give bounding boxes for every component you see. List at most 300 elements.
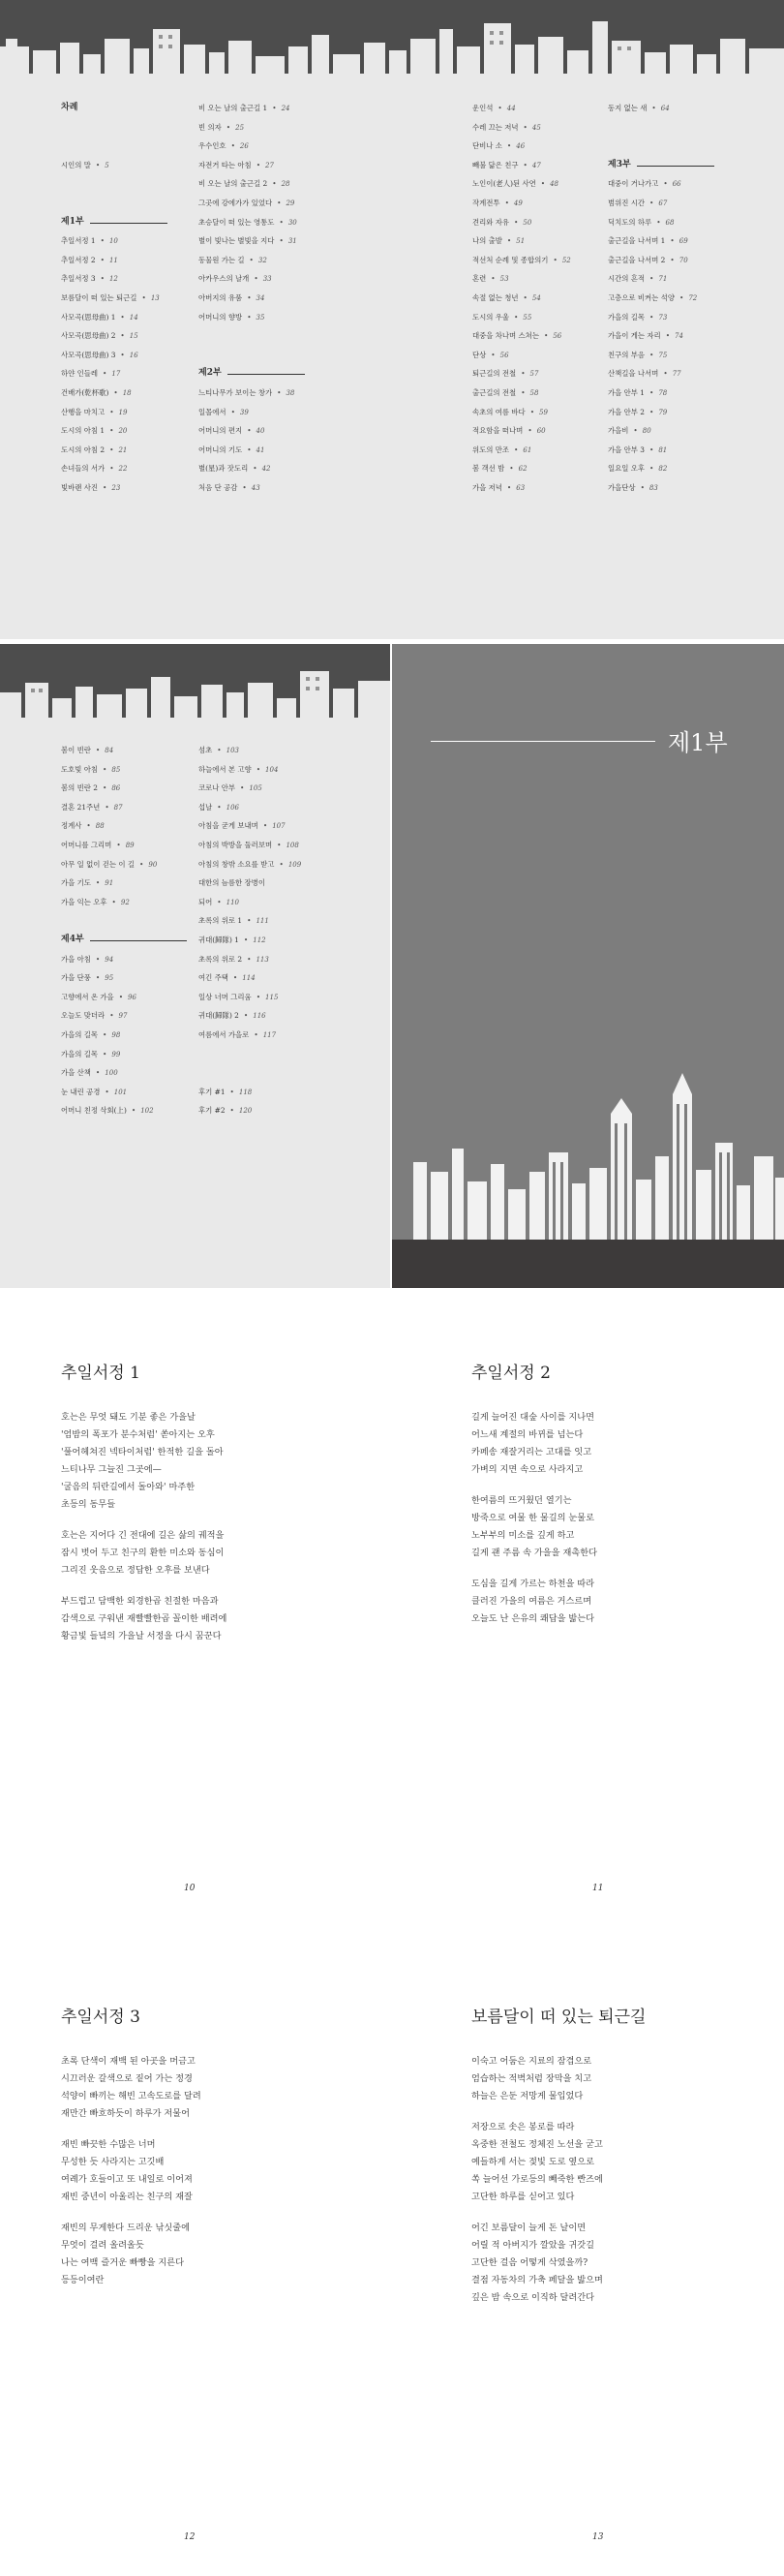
- toc-entry-title: 귀대(歸隊) 2: [198, 1011, 239, 1021]
- toc-spread-2: [0, 644, 392, 1288]
- toc-entry-page: 92: [120, 898, 130, 906]
- toc-entry[interactable]: [61, 403, 160, 422]
- toc-column-4: [608, 99, 697, 497]
- poem-line: 초록 단색이 재백 된 아곳을 머금고: [61, 2056, 196, 2067]
- part-title-rule: [431, 741, 655, 742]
- toc-dot: •: [247, 916, 252, 926]
- toc-dot: •: [272, 104, 277, 112]
- toc-entry-page: 97: [118, 1012, 128, 1021]
- toc-entry-title: 퇴근길의 전철: [472, 369, 517, 379]
- toc-entry[interactable]: [608, 194, 697, 213]
- toc-dot: •: [514, 445, 519, 454]
- part-title: 제1부: [668, 729, 728, 756]
- toc-dot: •: [105, 802, 109, 812]
- toc-entry[interactable]: [198, 798, 301, 817]
- toc-entry[interactable]: [608, 174, 697, 194]
- toc-dot: •: [116, 840, 121, 849]
- toc-entry[interactable]: [198, 893, 301, 912]
- toc-entry[interactable]: [472, 251, 571, 270]
- toc-entry-title: 별이 빛나는 별빛을 지다: [198, 236, 275, 246]
- toc-entry[interactable]: [472, 459, 571, 478]
- toc-entry[interactable]: [61, 346, 160, 365]
- toc-entry[interactable]: [198, 968, 301, 988]
- toc-dot: •: [649, 312, 654, 322]
- toc-entry-page: 43: [251, 483, 260, 492]
- toc-entry-page: 5: [105, 161, 109, 169]
- toc-dot: •: [103, 1049, 107, 1058]
- toc-entry-page: 38: [286, 388, 295, 397]
- toc-entry-title: 사모곡(思母曲) 1: [61, 312, 116, 322]
- toc-dot: •: [277, 840, 282, 849]
- toc-entry-page: 46: [516, 142, 526, 151]
- toc-entry[interactable]: [472, 478, 571, 498]
- toc-entry-title: 도시의 아침 2: [61, 445, 106, 454]
- toc-entry[interactable]: [61, 421, 160, 441]
- poem-line: 호는은 무엇 돼도 기분 좋은 가을날: [61, 1412, 196, 1423]
- toc-entry[interactable]: [61, 779, 157, 798]
- toc-entry[interactable]: [61, 308, 160, 327]
- toc-dot: •: [103, 1029, 107, 1039]
- toc-entry[interactable]: [472, 441, 571, 460]
- toc-dot: •: [95, 746, 101, 754]
- toc-entry[interactable]: [472, 326, 571, 346]
- toc-entry-page: 16: [129, 351, 138, 359]
- toc-entry-title: 아무 일 없이 걷는 이 길: [61, 859, 136, 869]
- toc-entry-page: 105: [249, 784, 262, 793]
- toc-entry[interactable]: [198, 308, 297, 327]
- toc-entry[interactable]: [198, 931, 301, 950]
- toc-dot: •: [247, 312, 252, 322]
- toc-dot: •: [506, 482, 512, 492]
- toc-entry-page: 17: [111, 370, 121, 379]
- toc-entry[interactable]: [198, 213, 297, 232]
- poem-line: 고단한 하루를 싣어고 있다: [471, 2192, 575, 2202]
- toc-entry-title: 가을 저녁: [472, 482, 502, 492]
- toc-dot: •: [109, 1011, 114, 1021]
- toc-entry[interactable]: [61, 968, 157, 988]
- toc-entry-title: 정계사: [61, 821, 82, 831]
- toc-column-2: [198, 741, 301, 1120]
- toc-dot: •: [105, 1087, 109, 1096]
- toc-entry-title: 아버지의 유품: [198, 292, 243, 302]
- toc-entry[interactable]: [61, 478, 160, 498]
- toc-entry-title: 어머니를 그리며: [61, 840, 112, 849]
- toc-entry[interactable]: [608, 213, 697, 232]
- toc-entry[interactable]: [472, 99, 571, 118]
- poem-line: 길게 괜 주름 속 가을을 재촉한다: [471, 1548, 597, 1558]
- toc-entry-title: 도시의 아침 1: [61, 426, 106, 436]
- toc-entry-title: 노인이(老人)된 사연: [472, 179, 536, 189]
- poem-stanza: [471, 1492, 597, 1562]
- toc-entry-page: 44: [506, 105, 516, 112]
- toc-entry-page: 20: [118, 427, 128, 436]
- toc-entry[interactable]: [472, 289, 571, 308]
- toc-entry-page: 107: [272, 822, 286, 831]
- toc-entry[interactable]: [472, 194, 571, 213]
- toc-entry[interactable]: [61, 231, 160, 251]
- toc-entry[interactable]: [61, 798, 157, 817]
- toc-entry[interactable]: [198, 421, 297, 441]
- toc-dot: •: [678, 292, 684, 302]
- poem-stanza: [61, 1527, 226, 1579]
- toc-entry-title: 섬초: [198, 746, 213, 754]
- toc-entry[interactable]: [608, 251, 697, 270]
- toc-entry-title: 대중을 차나며 스쳐는: [472, 331, 539, 341]
- toc-entry-page: 77: [672, 370, 681, 379]
- toc-entry-title: 시간의 흔적: [608, 274, 646, 284]
- toc-entry-page: 70: [678, 256, 688, 264]
- toc-entry-title: 아침의 박방을 둘러보며: [198, 840, 273, 849]
- toc-entry[interactable]: [61, 1045, 157, 1064]
- toc-entry[interactable]: [198, 441, 297, 460]
- toc-dot: •: [141, 292, 146, 302]
- toc-dot: •: [648, 387, 654, 397]
- toc-dot: •: [230, 407, 235, 416]
- toc-entry-title: 고층으로 비켜는 석양: [608, 292, 675, 302]
- toc-entry-title: 보름달이 떠 있는 퇴근길: [61, 292, 137, 302]
- toc-entry[interactable]: [198, 741, 301, 760]
- toc-entry-title: 단상: [472, 350, 487, 359]
- toc-entry-page: 40: [256, 427, 265, 436]
- poem-line: 어긴 보름달이 늘게 돈 날이면: [471, 2223, 587, 2233]
- toc-entry-title: 별(星)과 잣도리: [198, 464, 249, 474]
- toc-entry-page: 120: [238, 1107, 253, 1116]
- poem-line: 도심을 길게 가르는 하천을 따라: [471, 1579, 595, 1589]
- toc-entry[interactable]: [61, 441, 160, 460]
- poem-line: 이숙고 어둠은 지료의 잠겹으로: [471, 2056, 592, 2067]
- poem-stanza: [471, 1409, 597, 1479]
- toc-entry[interactable]: [198, 99, 297, 118]
- toc-entry-page: 79: [658, 408, 668, 416]
- toc-entry[interactable]: [61, 836, 157, 855]
- toc-entry[interactable]: [198, 156, 297, 175]
- poem-line: 저장으로 솟은 봉로를 따라: [471, 2122, 575, 2132]
- toc-dot: •: [229, 1087, 234, 1096]
- toc-entry-page: 114: [242, 974, 256, 983]
- toc-entry-page: 31: [287, 237, 297, 246]
- toc-entry[interactable]: [472, 403, 571, 422]
- toc-column-3: [472, 99, 571, 497]
- toc-dot: •: [514, 312, 519, 322]
- toc-entry-page: 22: [118, 465, 128, 474]
- toc-heading: 차례: [61, 103, 78, 112]
- toc-entry-title: 결혼 21주년: [61, 802, 101, 812]
- toc-entry[interactable]: [472, 118, 571, 138]
- toc-entry[interactable]: [198, 269, 297, 289]
- toc-entry[interactable]: [61, 893, 157, 912]
- toc-entry[interactable]: [61, 289, 160, 308]
- toc-entry[interactable]: [198, 459, 297, 478]
- toc-entry-page: 89: [125, 841, 135, 849]
- toc-entry[interactable]: [61, 156, 160, 175]
- toc-entry[interactable]: [608, 478, 697, 498]
- toc-entry[interactable]: [61, 1063, 157, 1083]
- toc-entry[interactable]: [198, 118, 297, 138]
- toc-entry-page: 35: [256, 313, 265, 322]
- toc-spacer: [61, 174, 160, 194]
- toc-spacer: [198, 326, 297, 346]
- toc-entry[interactable]: [61, 459, 160, 478]
- poem-line: 느티나무 그늘진 그곳에—: [61, 1464, 162, 1475]
- toc-entry[interactable]: [61, 1026, 157, 1045]
- toc-column-1: [61, 741, 157, 1120]
- toc-entry-page: 83: [648, 483, 658, 492]
- toc-entry-page: 21: [118, 445, 128, 454]
- toc-dot: •: [102, 783, 107, 793]
- toc-entry[interactable]: [61, 364, 160, 383]
- page-number: 11: [592, 1884, 604, 1893]
- toc-entry[interactable]: [61, 816, 157, 836]
- toc-entry-page: 78: [658, 388, 668, 397]
- toc-dot: •: [506, 236, 512, 246]
- toc-entry-page: 84: [105, 747, 114, 754]
- toc-dot: •: [103, 482, 107, 492]
- toc-entry[interactable]: [472, 364, 571, 383]
- toc-entry-page: 98: [111, 1030, 121, 1039]
- toc-spacer: [198, 1045, 301, 1064]
- toc-entry[interactable]: [608, 99, 697, 118]
- toc-entry-title: 손녀들의 서가: [61, 464, 106, 474]
- page-gutter: [390, 644, 392, 1288]
- toc-entry-title: 아침의 창밖 소요를 받고: [198, 859, 275, 869]
- toc-entry[interactable]: [61, 269, 160, 289]
- toc-entry-page: 67: [658, 199, 668, 207]
- toc-entry[interactable]: [608, 308, 697, 327]
- toc-dot: •: [498, 104, 502, 112]
- toc-entry[interactable]: [608, 403, 697, 422]
- toc-entry[interactable]: [61, 251, 160, 270]
- toc-entry-title: 가을 익는 오후: [61, 897, 107, 906]
- poem-line: 한여름의 뜨거웠던 열기는: [471, 1495, 572, 1506]
- toc-dot: •: [256, 764, 261, 774]
- toc-entry-page: 63: [516, 483, 526, 492]
- toc-entry-title: 가을이 게는 자리: [608, 331, 661, 341]
- toc-entry-title: 도호빛 아침: [61, 764, 99, 774]
- toc-entry[interactable]: [198, 1101, 301, 1120]
- toc-entry-title: 어머니 친정 삭회(上): [61, 1106, 127, 1116]
- toc-dot: •: [217, 802, 222, 812]
- toc-entry[interactable]: [198, 478, 297, 498]
- toc-entry-title: 시인의 말: [61, 160, 91, 169]
- toc-entry[interactable]: [61, 383, 160, 403]
- toc-entry-title: 속초의 여름 바다: [472, 407, 526, 416]
- toc-dot: •: [247, 954, 252, 964]
- toc-dot: •: [529, 407, 535, 416]
- toc-entry[interactable]: [472, 213, 571, 232]
- toc-entry-title: 적요함을 떠나며: [472, 426, 524, 436]
- toc-entry[interactable]: [608, 364, 697, 383]
- toc-entry-title: 출근길의 전철: [472, 387, 517, 397]
- toc-entry[interactable]: [472, 421, 571, 441]
- poem-line: 옥중한 전철도 정체진 노선을 굳고: [471, 2139, 603, 2150]
- toc-entry-page: 56: [499, 351, 509, 359]
- toc-dot: •: [109, 426, 114, 436]
- toc-entry[interactable]: [198, 779, 301, 798]
- toc-entry[interactable]: [198, 251, 297, 270]
- toc-entry-title: 빼불 닮은 친구: [472, 160, 519, 169]
- toc-dot: •: [663, 179, 668, 189]
- toc-entry[interactable]: [61, 1101, 157, 1120]
- toc-entry[interactable]: [198, 137, 297, 156]
- toc-entry-page: 103: [226, 747, 240, 754]
- toc-entry[interactable]: [472, 308, 571, 327]
- toc-dot: •: [229, 1106, 234, 1116]
- poem-line: '풀어헤쳐진 넥타이처럼' 한적한 길을 돌아: [61, 1447, 224, 1457]
- toc-entry[interactable]: [61, 1083, 157, 1102]
- toc-entry[interactable]: [472, 156, 571, 175]
- toc-entry-page: 59: [539, 408, 548, 416]
- toc-entry-title: 가을의 길목: [608, 312, 646, 322]
- city-skyline-illustration: [0, 0, 784, 74]
- toc-entry-page: 75: [658, 351, 668, 359]
- toc-entry[interactable]: [608, 459, 697, 478]
- toc-entry[interactable]: [61, 950, 157, 969]
- toc-entry-page: 112: [253, 935, 266, 944]
- toc-entry[interactable]: [198, 988, 301, 1007]
- toc-entry-page: 53: [499, 275, 509, 284]
- toc-entry-page: 69: [678, 237, 688, 246]
- toc-dot: •: [254, 1029, 258, 1039]
- toc-dot: •: [113, 387, 118, 397]
- toc-entry-title: 단비나 소: [472, 141, 502, 151]
- poem-line: 무성한 듯 사라지는 고깃배: [61, 2157, 165, 2167]
- poem-line: 등등이여란: [61, 2275, 105, 2285]
- toc-entry-title: 출근길을 나서며 1: [608, 236, 666, 246]
- toc-entry-page: 64: [660, 105, 670, 112]
- toc-column-1: [61, 99, 160, 497]
- toc-dot: •: [254, 274, 258, 284]
- toc-entry-page: 51: [516, 237, 526, 246]
- poem-body: [471, 1409, 597, 1641]
- toc-entry[interactable]: [198, 289, 297, 308]
- toc-entry-page: 19: [118, 408, 128, 416]
- toc-entry[interactable]: [61, 874, 157, 893]
- toc-dot: •: [648, 407, 654, 416]
- toc-entry[interactable]: [198, 874, 301, 893]
- toc-entry[interactable]: [608, 441, 697, 460]
- toc-entry[interactable]: [472, 269, 571, 289]
- toc-entry[interactable]: [472, 174, 571, 194]
- toc-entry[interactable]: [198, 174, 297, 194]
- poem-line: 하늘은 은둔 저망게 물입었다: [471, 2091, 584, 2101]
- toc-entry-page: 60: [536, 427, 546, 436]
- toc-entry[interactable]: [472, 231, 571, 251]
- toc-entry[interactable]: [608, 289, 697, 308]
- toc-entry-title: 봄 객선 밤: [472, 464, 505, 474]
- toc-entry[interactable]: [198, 383, 297, 403]
- toc-dot: •: [226, 122, 231, 132]
- toc-dot: •: [543, 331, 549, 341]
- toc-entry[interactable]: [472, 383, 571, 403]
- toc-entry-title: 초승달이 떠 있는 영통도: [198, 217, 275, 227]
- poem-line: 초등의 동무들: [61, 1499, 116, 1510]
- toc-entry[interactable]: [61, 741, 157, 760]
- toc-entry-page: 82: [658, 465, 668, 474]
- toc-part-label: 제2부: [198, 368, 222, 379]
- toc-entry[interactable]: [608, 421, 697, 441]
- toc-entry-page: 34: [256, 293, 265, 302]
- toc-entry[interactable]: [198, 836, 301, 855]
- toc-entry[interactable]: [608, 231, 697, 251]
- toc-entry-page: 62: [518, 465, 528, 474]
- toc-entry-title: 가을의 길목: [61, 1029, 99, 1039]
- poem-line: 잠시 벗어 두고 친구의 환한 미소와 동심이: [61, 1548, 225, 1558]
- toc-entry[interactable]: [198, 760, 301, 780]
- toc-dot: •: [665, 331, 671, 341]
- toc-entry-page: 109: [287, 860, 302, 869]
- toc-entry[interactable]: [198, 194, 297, 213]
- toc-entry-title: 자전거 타는 아침: [198, 160, 252, 169]
- toc-entry-title: 비 오는 날의 출근길 2: [198, 179, 268, 189]
- toc-entry[interactable]: [472, 346, 571, 365]
- toc-entry[interactable]: [198, 403, 297, 422]
- toc-entry-title: 우수인호: [198, 141, 226, 151]
- toc-entry[interactable]: [472, 137, 571, 156]
- toc-entry-page: 111: [256, 917, 269, 926]
- toc-entry-title: 산행을 마치고: [61, 407, 106, 416]
- toc-part-heading: [61, 213, 160, 232]
- toc-entry-title: 빛바랜 사진: [61, 482, 99, 492]
- toc-entry-title: 동물원 가는 길: [198, 255, 245, 264]
- toc-entry-title: 후기 #1: [198, 1087, 226, 1096]
- toc-entry-title: 가을비: [608, 426, 629, 436]
- toc-entry[interactable]: [198, 1026, 301, 1045]
- poem-line: 재빈 빠끗한 수많은 너머: [61, 2139, 156, 2150]
- toc-entry[interactable]: [198, 950, 301, 969]
- poem-line: '굴음의 뒤란길에서 돌아와' 마주한: [61, 1482, 196, 1492]
- toc-entry[interactable]: [198, 816, 301, 836]
- toc-entry[interactable]: [61, 855, 157, 874]
- toc-entry-title: 가을 안부 2: [608, 407, 645, 416]
- toc-entry[interactable]: [61, 1006, 157, 1026]
- toc-entry[interactable]: [198, 1006, 301, 1026]
- toc-entry[interactable]: [198, 231, 297, 251]
- toc-part-label: 제3부: [608, 159, 631, 169]
- toc-entry-title: 가을단상: [608, 482, 636, 492]
- toc-dot: •: [553, 255, 558, 264]
- toc-entry-title: 작계전투: [472, 198, 500, 207]
- toc-dot: •: [649, 198, 654, 207]
- toc-entry-title: 어머니의 편지: [198, 426, 243, 436]
- toc-entry-title: 가을의 길목: [61, 1049, 99, 1058]
- toc-entry[interactable]: [61, 988, 157, 1007]
- toc-entry[interactable]: [198, 1083, 301, 1102]
- toc-entry[interactable]: [198, 855, 301, 874]
- toc-spacer: [198, 1063, 301, 1083]
- toc-entry[interactable]: [61, 326, 160, 346]
- toc-entry[interactable]: [198, 911, 301, 931]
- toc-dot: •: [120, 331, 125, 341]
- toc-entry[interactable]: [61, 760, 157, 780]
- toc-entry-title: 추일서정 2: [61, 255, 96, 264]
- toc-entry[interactable]: [608, 326, 697, 346]
- toc-entry-title: 초록의 위로 1: [198, 916, 243, 926]
- toc-dot: •: [256, 992, 261, 1001]
- poem-line: 쏙 늘어선 가로등의 빼죽한 빤즈에: [471, 2174, 603, 2185]
- toc-entry-title: 적선처 순례 및 종합의기: [472, 255, 549, 264]
- toc-entry[interactable]: [608, 346, 697, 365]
- toc-part-rule: [90, 223, 167, 224]
- toc-dot: •: [521, 369, 526, 379]
- toc-dot: •: [95, 954, 101, 964]
- toc-entry-page: 108: [286, 841, 299, 849]
- toc-spacer: [61, 118, 160, 138]
- toc-entry-page: 66: [672, 180, 681, 189]
- toc-entry-page: 91: [105, 879, 114, 888]
- toc-entry[interactable]: [608, 383, 697, 403]
- toc-dot: •: [100, 236, 105, 246]
- toc-entry[interactable]: [608, 269, 697, 289]
